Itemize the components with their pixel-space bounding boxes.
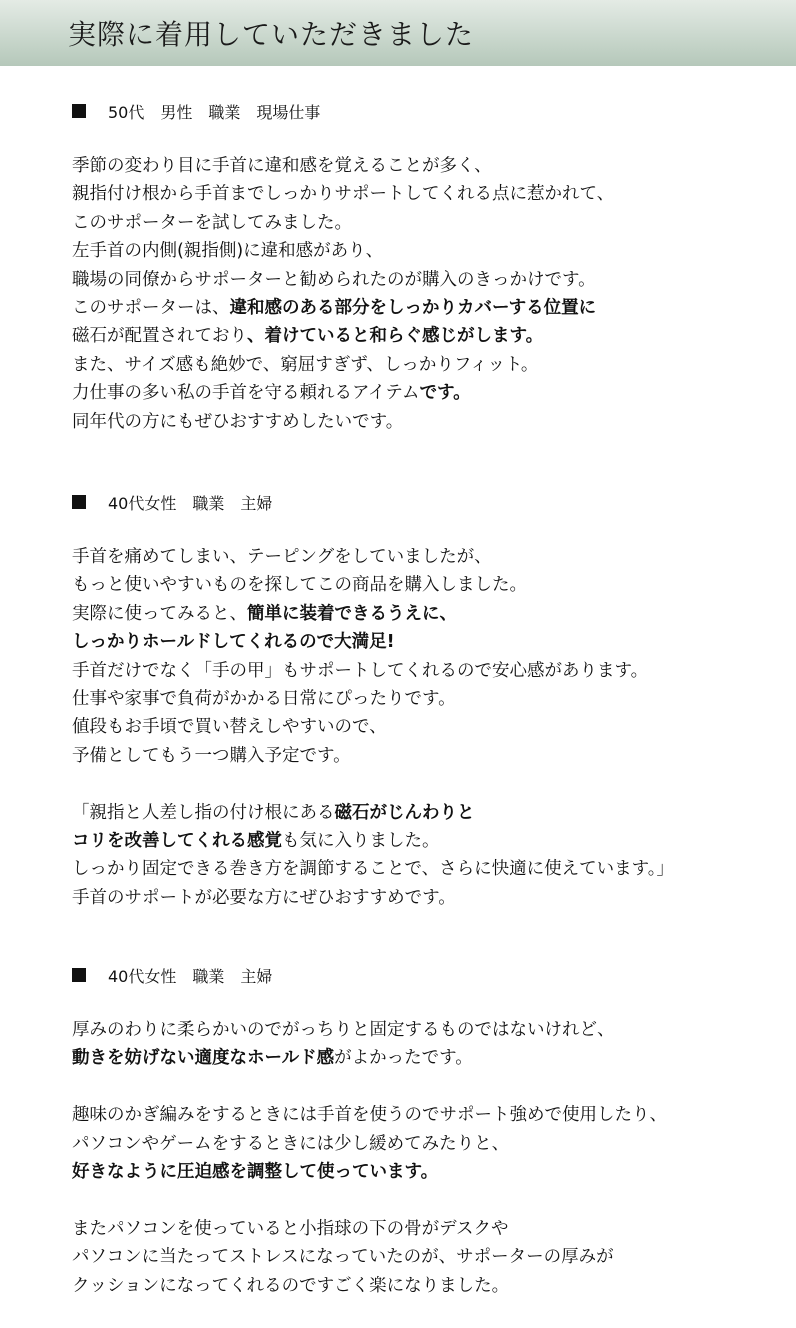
review-line [72, 1044, 772, 1072]
body-text: 同年代の方にもぜひおすすめしたいです。 [72, 411, 404, 432]
blank-line [72, 1073, 772, 1101]
page-title: 実際に着用していただきました [68, 18, 475, 51]
body-text: 手首を痛めてしまい、テーピングをしていましたが、 [72, 547, 492, 567]
review-line [72, 543, 772, 571]
review-line [72, 351, 772, 379]
body-text: 左手首の内側(親指側)に違和感があり、 [72, 241, 384, 262]
body-text: このサポーターを試してみました。 [72, 212, 352, 233]
review-line [72, 322, 772, 350]
blank-line [72, 1186, 772, 1214]
body-text: もっと使いやすいものを探してこの商品を購入しました。 [72, 575, 527, 596]
review-line [72, 1215, 772, 1243]
body-text: このサポーターは、 [72, 298, 230, 319]
emphasis-text: コリを改善してくれる感覚 [72, 831, 282, 852]
body-text: 季節の変わり目に手首に違和感を覚えることが多く、 [72, 156, 492, 176]
body-text: しっかり固定できる巻き方を調節することで、さらに快適に使えています。」 [72, 859, 674, 880]
body-text: 手首だけでなく「手の甲」もサポートしてくれるので安心感があります。 [72, 660, 649, 681]
spacer [72, 124, 772, 152]
body-text: またパソコンを使っていると小指球の下の骨がデスクや [72, 1218, 509, 1239]
review-line [72, 884, 772, 912]
emphasis-text: 違和感のある部分をしっかりカバーする位置に [229, 298, 597, 319]
body-text: 予備としてもう一つ購入予定です。 [72, 745, 351, 766]
review-line [72, 1101, 772, 1129]
body-text: 力仕事の多い私の手首を守る頼れるアイテム [72, 383, 420, 404]
review-line [72, 294, 772, 322]
review-line [72, 1130, 772, 1158]
body-text: 値段もお手頃で買い替えしやすいので、 [72, 717, 387, 738]
review-line [72, 152, 772, 180]
body-text: パソコンに当たってストレスになっていたのが、サポーターの厚みが [72, 1247, 614, 1268]
review-1 [72, 98, 772, 436]
square-bullet-icon [72, 104, 86, 118]
review-line [72, 571, 772, 599]
review-line [72, 1272, 772, 1300]
review-line [72, 1016, 772, 1044]
emphasis-text: 簡単に装着できるうえに、 [247, 603, 457, 624]
review-line [72, 827, 772, 855]
review-heading-text: 50代 男性 職業 現場仕事 [108, 102, 321, 122]
review-2 [72, 489, 772, 912]
emphasis-text: しっかりホールドしてくれるので大満足! [72, 632, 395, 653]
review-line [72, 1158, 772, 1186]
body-text: がよかったです。 [334, 1048, 473, 1069]
title-banner [0, 0, 796, 66]
review-heading-text: 40代女性 職業 主婦 [108, 493, 273, 513]
review-line [72, 713, 772, 741]
body-text: 「親指と人差し指の付け根にある [72, 802, 335, 823]
review-line [72, 855, 772, 883]
blank-line [72, 770, 772, 798]
emphasis-text: 、着けていると和らぐ感じがします。 [247, 326, 544, 347]
review-line [72, 1243, 772, 1271]
body-text: 職場の同僚からサポーターと勧められたのが購入のきっかけです。 [72, 269, 596, 290]
body-text: 親指付け根から手首までしっかりサポートしてくれる点に惹かれて、 [72, 184, 615, 205]
emphasis-text: 好きなように圧迫感を調整して使っています。 [72, 1162, 439, 1183]
review-line [72, 600, 772, 628]
body-text: 仕事や家事で負荷がかかる日常にぴったりです。 [72, 689, 456, 710]
review-line [72, 237, 772, 265]
body-text: パソコンやゲームをするときには少し緩めてみたりと、 [72, 1133, 510, 1154]
review-line [72, 685, 772, 713]
review-line [72, 266, 772, 294]
review-line [72, 209, 772, 237]
review-line [72, 657, 772, 685]
square-bullet-icon [72, 495, 86, 509]
body-text: 手首のサポートが必要な方にぜひおすすめです。 [72, 887, 456, 908]
emphasis-text: 磁石がじんわりと [334, 802, 475, 823]
review-line [72, 379, 772, 407]
emphasis-text: 動きを妨げない適度なホールド感 [72, 1048, 335, 1069]
review-heading [72, 962, 772, 988]
review-line [72, 180, 772, 208]
review-line [72, 408, 772, 436]
review-heading [72, 489, 772, 515]
spacer [72, 988, 772, 1016]
spacer [72, 515, 772, 543]
review-line [72, 628, 772, 656]
body-text: も気に入りました。 [282, 831, 440, 852]
square-bullet-icon [72, 968, 86, 982]
review-heading [72, 98, 772, 124]
body-text: 厚みのわりに柔らかいのでがっちりと固定するものではないけれど、 [72, 1020, 615, 1040]
body-text: 磁石が配置されており [72, 326, 247, 347]
review-line [72, 799, 772, 827]
review-line [72, 742, 772, 770]
body-text: 趣味のかぎ編みをするときには手首を使うのでサポート強めで使用したり、 [72, 1105, 667, 1126]
body-text: 実際に使ってみると、 [72, 603, 247, 624]
body-text: また、サイズ感も絶妙で、窮屈すぎず、しっかりフィット。 [72, 354, 539, 375]
body-text: クッションになってくれるのですごく楽になりました。 [72, 1275, 510, 1296]
emphasis-text: です。 [419, 383, 471, 404]
review-heading-text: 40代女性 職業 主婦 [108, 966, 273, 986]
review-3 [72, 962, 772, 1300]
